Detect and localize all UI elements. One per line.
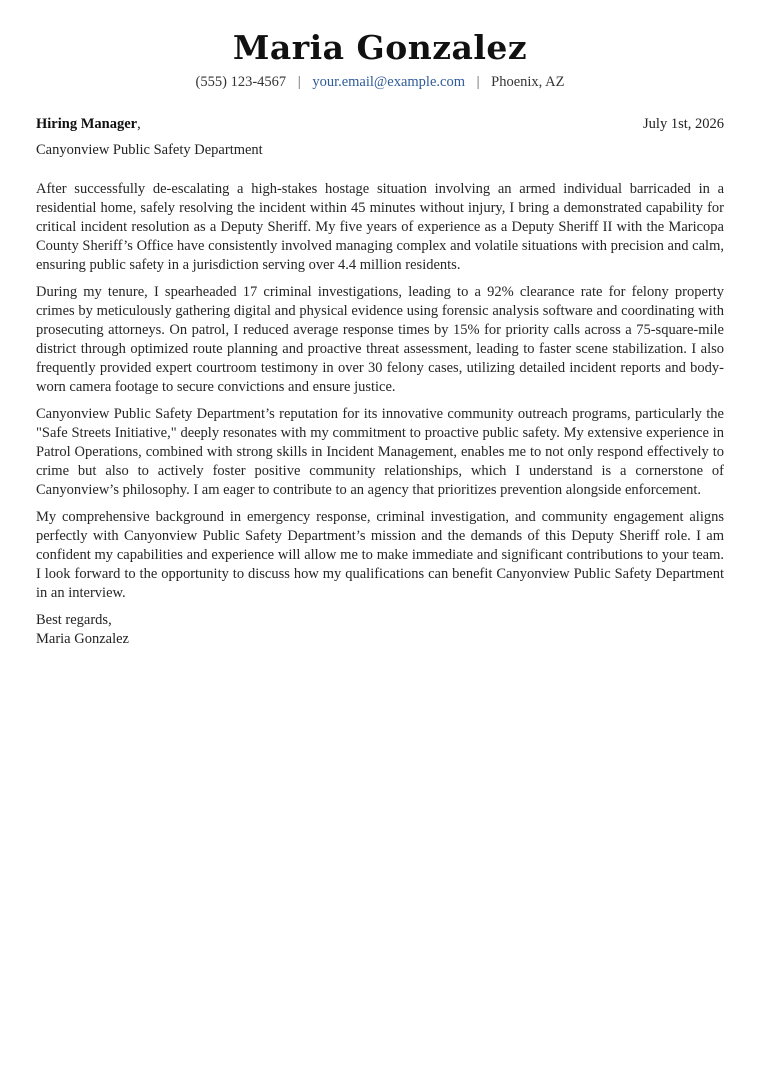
greeting	[36, 114, 141, 134]
body-paragraph: Canyonview Public Safety Department’s reputation for its innovative community outreach programs, particularly the "Safe Streets Initiative," deeply resonates with my commitment to proactive public safety. My extensive experience in Patrol Operations, combined with strong skills in Incident Management, enables me to not only respond effectively to crime but also to actively foster positive community relationships, which I understand is a cornerstone of Canyonview’s philosophy. I am eager to contribute to an agency that prioritizes prevention alongside enforcement.	[36, 406, 724, 498]
recipient-company: Canyonview Public Safety Department	[36, 142, 263, 158]
location: Phoenix, AZ	[491, 74, 565, 90]
body-paragraph: After successfully de-escalating a high-stakes hostage situation involving an armed individual barricaded in a residential home, safely resolving the incident within 45 minutes without injury, I bring a demonstrated capability for critical incident resolution as a Deputy Sheriff. My five years of experience as a Deputy Sheriff II with the Maricopa County Sheriff’s Office have consistently involved managing complex and volatile situations with precision and calm, ensuring public safety in a jurisdiction serving over 4.4 million residents.	[36, 181, 724, 273]
letter-closing	[36, 611, 724, 649]
recipient-row	[36, 114, 724, 134]
recipient-name: Hiring Manager	[36, 116, 138, 132]
greeting-punctuation: ,	[137, 116, 141, 132]
closing-salutation: Best regards,	[36, 612, 112, 628]
contact-line	[36, 72, 724, 92]
letter-date: July 1st, 2026	[643, 116, 724, 132]
body-paragraph: My comprehensive background in emergency response, criminal investigation, and community engagement aligns perfectly with Canyonview Public Safety Department’s mission and the demands of this Deputy Sheriff role. I am confident my capabilities and experience will allow me to make immediate and significant contributions to your team. I look forward to the opportunity to discuss how my qualifications can benefit Canyonview Public Safety Department in an interview.	[36, 509, 724, 601]
applicant-name: Maria Gonzalez	[232, 28, 528, 67]
email-link[interactable]: your.email@example.com	[312, 74, 465, 90]
contact-separator: |	[297, 74, 301, 90]
phone-number: (555) 123-4567	[195, 74, 287, 90]
body-paragraph: During my tenure, I spearheaded 17 criminal investigations, leading to a 92% clearance rate for felony property crimes by meticulously gathering digital and physical evidence using forensic analysis software and coordinating with prosecuting attorneys. On patrol, I reduced average response times by 15% for priority calls across a 75-square-mile district through optimized route planning and proactive threat assessment, leading to faster scene stabilization. I also frequently provided expert courtroom testimony in over 30 felony cases, utilizing detailed incident reports and body-worn camera footage to secure convictions and ensure justice.	[36, 284, 724, 395]
signature-name: Maria Gonzalez	[36, 631, 129, 647]
letter-body	[36, 180, 724, 603]
contact-separator: |	[476, 74, 480, 90]
